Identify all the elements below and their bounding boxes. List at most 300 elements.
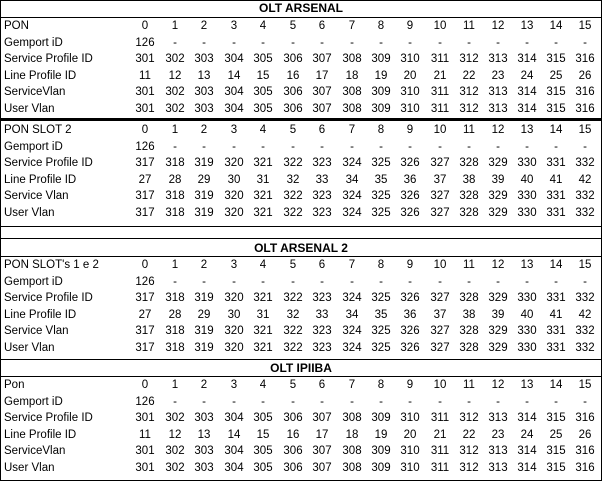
cell-value: 9 [406,124,414,136]
cell-value: 331 [546,325,566,337]
cell-value: 303 [194,86,214,98]
cell-value: 311 [430,412,450,424]
cell-value: 303 [194,53,214,65]
cell-value: 13 [197,428,211,441]
cell-value: 308 [342,445,362,457]
cell-value: 17 [315,428,329,441]
cell-value: 324 [342,190,362,202]
cell-value: - [467,36,471,49]
cell-value: 317 [135,325,155,337]
section-divider [1,359,601,360]
cell-value: 318 [165,206,185,219]
cell-value: 301 [135,412,155,424]
row-label: Gemport iD [4,395,63,408]
cell-value: 316 [575,53,595,65]
cell-value: 28 [168,308,182,321]
cell-value: 8 [377,379,385,391]
cell-value: 19 [374,428,388,441]
cell-value: - [202,140,206,153]
cell-value: 309 [371,86,391,98]
cell-value: 11 [139,69,151,82]
cell-value: - [408,275,412,288]
cell-value: 332 [575,190,595,202]
cell-value: 326 [400,292,420,304]
cell-value: 15 [578,259,592,271]
cell-value: - [350,36,354,49]
cell-value: 312 [459,445,479,457]
cell-value: - [554,36,558,49]
cell-value: 328 [459,325,479,337]
cell-value: 321 [253,341,273,354]
cell-value: - [467,275,471,288]
cell-value: 318 [165,325,185,337]
cell-value: 307 [312,53,332,65]
cell-value: 11 [463,20,475,32]
cell-value: 301 [135,461,155,474]
cell-value: - [554,395,558,408]
cell-value: 323 [312,325,332,337]
row-label: Service Profile ID [4,157,93,169]
cell-value: 325 [371,325,391,337]
cell-value: 309 [371,102,391,115]
cell-value: 11 [463,379,475,391]
row-label: Gemport iD [4,140,63,153]
cell-value: 18 [345,69,359,82]
cell-value: 28 [168,173,182,186]
cell-value: 306 [283,102,303,115]
cell-value: - [525,36,529,49]
cell-value: - [320,275,324,288]
cell-value: 314 [517,86,537,98]
cell-value: - [496,395,500,408]
cell-value: 319 [194,190,214,202]
cell-value: 310 [400,461,420,474]
cell-value: 324 [342,292,362,304]
cell-value: 328 [459,341,479,354]
cell-value: 12 [491,20,505,32]
cell-value: 318 [165,190,185,202]
cell-value: - [438,395,442,408]
cell-value: 5 [289,259,297,271]
cell-value: 329 [488,341,508,354]
cell-value: 31 [256,308,270,321]
cell-value: 324 [342,325,362,337]
cell-value: 312 [459,102,479,115]
cell-value: 3 [230,20,238,32]
cell-value: 332 [575,341,595,354]
cell-value: 317 [135,341,155,354]
cell-value: 4 [259,379,267,391]
cell-value: 322 [283,190,303,202]
cell-value: 328 [459,157,479,169]
row-label: Gemport iD [4,275,63,288]
cell-value: 38 [462,173,476,186]
cell-value: 330 [517,157,537,169]
cell-value: 14 [549,124,563,136]
cell-value: 301 [135,86,155,98]
cell-value: 1 [171,20,179,32]
cell-value: 12 [491,259,505,271]
cell-value: - [438,140,442,153]
cell-value: 304 [224,102,244,115]
cell-value: 24 [520,428,534,441]
cell-value: 331 [546,292,566,304]
cell-value: 322 [283,325,303,337]
cell-value: 316 [575,412,595,424]
row-label: PON SLOT's 1 e 2 [4,259,99,271]
cell-value: 305 [253,86,273,98]
cell-value: 2 [200,124,208,136]
cell-value: 313 [488,53,508,65]
cell-value: 2 [200,379,208,391]
cell-value: 322 [283,292,303,304]
cell-value: 327 [430,341,450,354]
cell-value: 21 [433,428,447,441]
section-divider [1,226,601,227]
cell-value: 327 [430,325,450,337]
cell-value: 329 [488,190,508,202]
cell-value: 301 [135,102,155,115]
cell-value: 304 [224,53,244,65]
cell-value: 328 [459,206,479,219]
cell-value: 311 [430,102,450,115]
cell-value: 310 [400,53,420,65]
cell-value: 5 [289,20,297,32]
row-label: User Vlan [4,461,55,474]
cell-value: 321 [253,325,273,337]
cell-value: 312 [459,86,479,98]
cell-value: 326 [400,190,420,202]
cell-value: - [291,275,295,288]
section-title: OLT IPIIBA [270,361,332,375]
cell-value: 329 [488,157,508,169]
section-divider [1,17,601,18]
cell-value: 311 [430,86,450,98]
cell-value: 5 [289,124,297,136]
cell-value: 14 [549,379,563,391]
cell-value: 320 [224,341,244,354]
cell-value: 305 [253,102,273,115]
cell-value: - [173,395,177,408]
cell-value: 302 [165,102,185,115]
cell-value: 0 [141,124,149,136]
cell-value: 4 [259,259,267,271]
cell-value: 42 [578,308,592,321]
cell-value: - [525,275,529,288]
cell-value: 312 [459,53,479,65]
cell-value: 320 [224,157,244,169]
cell-value: - [525,395,529,408]
cell-value: 320 [224,190,244,202]
cell-value: 314 [517,53,537,65]
cell-value: 315 [546,86,566,98]
cell-value: 304 [224,412,244,424]
cell-value: 15 [578,379,592,391]
cell-value: 11 [139,428,151,441]
row-label: Gemport iD [4,36,63,49]
cell-value: 319 [194,206,214,219]
cell-value: 5 [289,379,297,391]
cell-value: 331 [546,190,566,202]
cell-value: 20 [403,69,417,82]
cell-value: 332 [575,157,595,169]
cell-value: 0 [141,20,149,32]
cell-value: 325 [371,292,391,304]
cell-value: 39 [491,308,505,321]
cell-value: 305 [253,412,273,424]
cell-value: - [232,36,236,49]
cell-value: 313 [488,102,508,115]
cell-value: - [554,275,558,288]
cell-value: 12 [168,428,182,441]
row-label: Line Profile ID [4,428,77,441]
section-divider [1,376,601,377]
cell-value: 14 [549,20,563,32]
cell-value: - [467,395,471,408]
cell-value: 318 [165,292,185,304]
cell-value: 317 [135,190,155,202]
cell-value: 326 [400,157,420,169]
cell-value: 327 [430,157,450,169]
cell-value: - [583,36,587,49]
cell-value: 38 [462,308,476,321]
cell-value: 322 [283,341,303,354]
cell-value: 14 [227,69,241,82]
cell-value: 24 [520,69,534,82]
cell-value: 316 [575,461,595,474]
cell-value: 126 [135,395,155,408]
cell-value: - [291,140,295,153]
section-divider [1,118,601,121]
cell-value: - [202,36,206,49]
cell-value: 309 [371,445,391,457]
cell-value: 6 [318,124,326,136]
row-label: User Vlan [4,341,55,354]
cell-value: 12 [491,124,505,136]
cell-value: 323 [312,157,332,169]
cell-value: 323 [312,190,332,202]
cell-value: 324 [342,157,362,169]
cell-value: 13 [520,124,534,136]
cell-value: - [350,140,354,153]
row-label: Service Profile ID [4,412,93,424]
cell-value: 302 [165,461,185,474]
cell-value: - [379,140,383,153]
cell-value: 20 [403,428,417,441]
cell-value: 317 [135,292,155,304]
cell-value: - [261,36,265,49]
cell-value: 36 [403,308,417,321]
row-label: Line Profile ID [4,308,77,321]
cell-value: 308 [342,412,362,424]
cell-value: 304 [224,86,244,98]
cell-value: 29 [197,173,211,186]
cell-value: 11 [463,259,475,271]
cell-value: - [408,140,412,153]
cell-value: 3 [230,259,238,271]
cell-value: 41 [549,308,563,321]
row-label: ServiceVlan [4,86,66,98]
section-title: OLT ARSENAL [259,1,343,15]
cell-value: - [408,395,412,408]
cell-value: 34 [345,173,359,186]
row-label: Service Profile ID [4,53,93,65]
cell-value: 318 [165,157,185,169]
cell-value: 303 [194,102,214,115]
cell-value: 329 [488,206,508,219]
cell-value: 10 [433,124,447,136]
cell-value: 330 [517,206,537,219]
cell-value: - [467,140,471,153]
cell-value: - [173,140,177,153]
cell-value: 0 [141,379,149,391]
cell-value: - [496,140,500,153]
cell-value: 27 [138,173,152,186]
cell-value: - [379,275,383,288]
cell-value: 9 [406,20,414,32]
cell-value: 323 [312,341,332,354]
cell-value: 323 [312,206,332,219]
cell-value: - [496,36,500,49]
cell-value: 310 [400,102,420,115]
cell-value: - [350,395,354,408]
cell-value: - [525,140,529,153]
cell-value: 39 [491,173,505,186]
cell-value: 35 [374,308,388,321]
cell-value: 304 [224,445,244,457]
cell-value: 305 [253,461,273,474]
cell-value: 6 [318,379,326,391]
cell-value: 1 [171,124,179,136]
cell-value: 330 [517,341,537,354]
cell-value: 328 [459,292,479,304]
cell-value: 308 [342,461,362,474]
cell-value: 14 [227,428,241,441]
cell-value: 302 [165,53,185,65]
cell-value: 41 [549,173,563,186]
cell-value: 322 [283,206,303,219]
cell-value: 30 [227,173,241,186]
cell-value: 307 [312,445,332,457]
cell-value: 40 [520,173,534,186]
cell-value: 13 [520,20,534,32]
cell-value: 306 [283,86,303,98]
cell-value: 306 [283,445,303,457]
cell-value: 325 [371,206,391,219]
cell-value: 126 [135,36,155,49]
cell-value: 301 [135,445,155,457]
cell-value: 319 [194,325,214,337]
cell-value: 11 [463,124,475,136]
cell-value: 302 [165,412,185,424]
cell-value: 26 [578,428,592,441]
cell-value: 17 [315,69,329,82]
cell-value: 30 [227,308,241,321]
cell-value: 315 [546,461,566,474]
cell-value: - [261,140,265,153]
cell-value: 321 [253,206,273,219]
row-label: User Vlan [4,102,55,115]
cell-value: 2 [200,259,208,271]
cell-value: 313 [488,445,508,457]
cell-value: 6 [318,259,326,271]
row-label: PON SLOT 2 [4,124,72,136]
cell-value: 329 [488,325,508,337]
cell-value: - [379,395,383,408]
cell-value: 331 [546,341,566,354]
cell-value: 14 [549,259,563,271]
cell-value: 21 [433,69,447,82]
cell-value: - [350,275,354,288]
row-label: Service Profile ID [4,292,93,304]
cell-value: 312 [459,461,479,474]
cell-value: - [232,275,236,288]
cell-value: 302 [165,445,185,457]
cell-value: 332 [575,325,595,337]
cell-value: 307 [312,86,332,98]
cell-value: 126 [135,275,155,288]
cell-value: 302 [165,86,185,98]
cell-value: 309 [371,461,391,474]
row-label: Service Vlan [4,190,69,202]
row-label: User Vlan [4,206,55,219]
cell-value: 1 [171,259,179,271]
cell-value: 7 [348,379,356,391]
row-label: PON [4,20,29,32]
cell-value: 4 [259,20,267,32]
cell-value: 16 [286,69,300,82]
cell-value: 323 [312,292,332,304]
cell-value: 332 [575,206,595,219]
cell-value: 329 [488,292,508,304]
cell-value: 318 [165,341,185,354]
cell-value: 315 [546,412,566,424]
cell-value: 326 [400,206,420,219]
cell-value: 320 [224,292,244,304]
cell-value: - [320,36,324,49]
cell-value: 35 [374,173,388,186]
cell-value: 15 [256,69,270,82]
cell-value: 13 [520,259,534,271]
cell-value: 7 [348,259,356,271]
cell-value: 316 [575,445,595,457]
cell-value: - [320,140,324,153]
section-divider [1,256,601,257]
cell-value: 321 [253,292,273,304]
cell-value: 10 [433,259,447,271]
cell-value: 9 [406,379,414,391]
cell-value: 10 [433,20,447,32]
section-title: OLT ARSENAL 2 [254,241,348,255]
cell-value: - [583,140,587,153]
cell-value: - [202,395,206,408]
cell-value: 8 [377,124,385,136]
cell-value: - [261,275,265,288]
cell-value: 25 [549,69,563,82]
cell-value: 3 [230,124,238,136]
cell-value: 313 [488,86,508,98]
cell-value: 7 [348,124,356,136]
cell-value: 34 [345,308,359,321]
cell-value: 325 [371,341,391,354]
cell-value: 27 [138,308,152,321]
cell-value: 25 [549,428,563,441]
cell-value: 321 [253,157,273,169]
cell-value: 311 [430,461,450,474]
cell-value: 326 [400,325,420,337]
cell-value: 36 [403,173,417,186]
cell-value: 315 [546,53,566,65]
